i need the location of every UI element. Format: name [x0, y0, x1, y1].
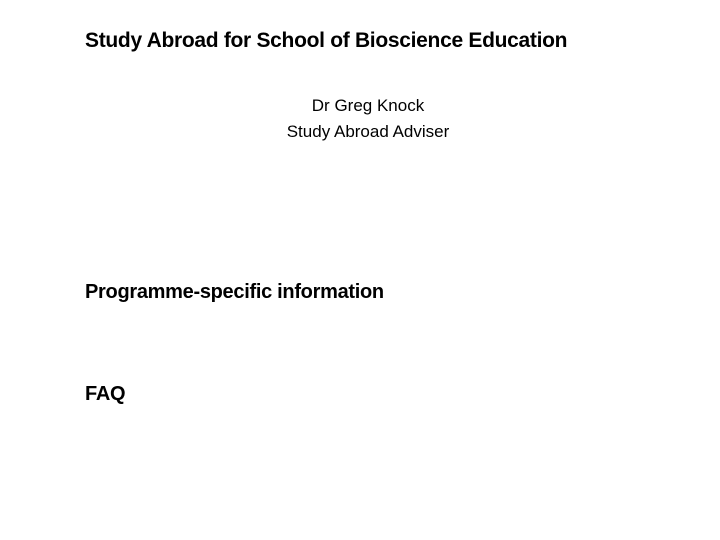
- presenter-name: Dr Greg Knock: [311, 96, 425, 115]
- section-heading-faq: FAQ: [85, 383, 126, 405]
- section-heading-programme-specific-information: Programme-specific information: [85, 281, 384, 303]
- presenter-role: Study Abroad Adviser: [286, 122, 450, 141]
- slide-title: Study Abroad for School of Bioscience Education: [85, 29, 568, 52]
- presenter-block: [160, 93, 576, 145]
